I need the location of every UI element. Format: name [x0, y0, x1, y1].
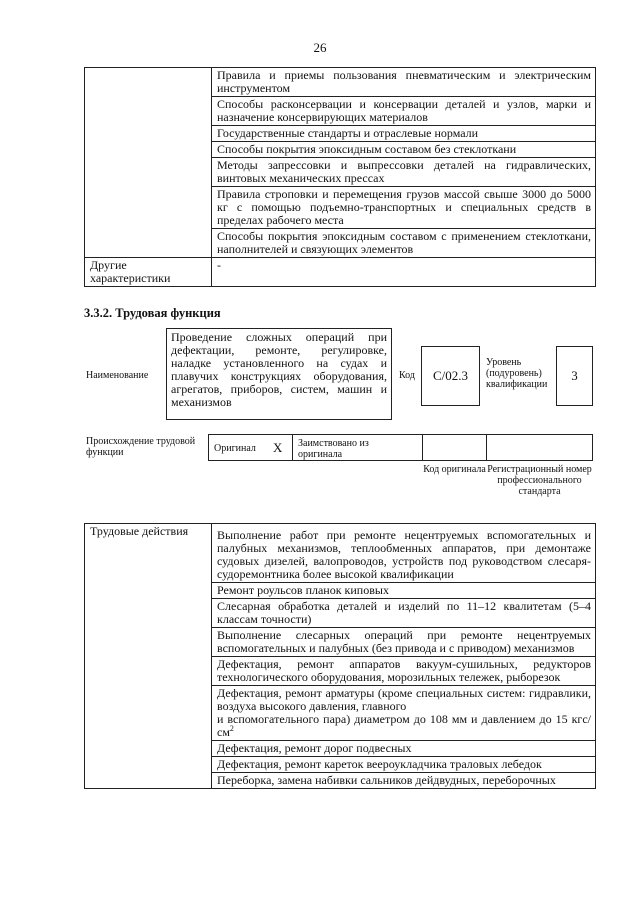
origin-label: Происхождение трудовой функции: [86, 436, 196, 458]
other-characteristics-value: -: [212, 258, 596, 287]
registration-number-box: [486, 434, 593, 461]
original-box: [208, 434, 293, 461]
registration-number-caption: Регистрационный номер профессионального стандарта: [487, 464, 592, 497]
function-name-box: Проведение сложных операций при дефектации, ремонте, регулировке, наладке установленного на судах и плавучих конструкциях оборудования, агрегатов, приборов, систем, машин и механизмов: [166, 328, 392, 420]
original-code-caption: Код оригинала: [423, 464, 486, 475]
labor-action-item: Ремонт роульсов планок киповых: [212, 583, 596, 599]
knowledge-item: Правила и приемы пользования пневматическим и электрическим инструментом: [212, 68, 596, 97]
borrowed-box: [292, 434, 423, 461]
labor-action-item: Дефектация, ремонт аппаратов вакуум-сушильных, редукторов технологического оборудования, морозильных тележек, рыборезок: [212, 657, 596, 686]
labor-actions-table: [84, 523, 596, 789]
knowledge-item: Способы покрытия эпоксидным составом с применением стеклоткани, наполнителей и связующих элементов: [212, 229, 596, 258]
section-title: 3.3.2. Трудовая функция: [84, 306, 221, 320]
other-characteristics-label: Другие характеристики: [85, 258, 212, 287]
original-label: Оригинал: [214, 443, 256, 454]
labor-action-item: Дефектация, ремонт дорог подвесных: [212, 741, 596, 757]
knowledge-item: Государственные стандарты и отраслевые нормали: [212, 126, 596, 142]
labor-actions-label: Трудовые действия: [85, 524, 212, 789]
labor-action-item: Выполнение слесарных операций при ремонте нецентруемых вспомогательных и палубных (без привода и с приводом) механизмов: [212, 628, 596, 657]
original-code-box: [422, 434, 487, 461]
knowledge-item: Способы покрытия эпоксидным составом без стеклоткани: [212, 142, 596, 158]
knowledge-item: Методы запрессовки и выпрессовки деталей на гидравлических, винтовых механических прессах: [212, 158, 596, 187]
original-mark: X: [273, 440, 283, 455]
knowledge-table: [84, 67, 596, 287]
labor-action-line: Дефектация, ремонт арматуры (кроме специальных систем: гидравлики, воздуха высокого давления, главного: [217, 686, 591, 713]
labor-action-item: [212, 686, 596, 741]
table-row: [85, 68, 596, 97]
name-label: Наименование: [86, 370, 149, 381]
table-row: [85, 524, 596, 583]
level-value-box: 3: [556, 346, 593, 406]
code-value-box: C/02.3: [421, 346, 480, 406]
superscript: 2: [229, 724, 234, 733]
table-row: [85, 258, 596, 287]
knowledge-item: Правила строповки и перемещения грузов массой свыше 3000 до 5000 кг с помощью подъемно-транспортных и специальных средств в пределах рабочего места: [212, 187, 596, 229]
labor-action-item: Выполнение работ при ремонте нецентруемых вспомогательных и палубных механизмов, теплообменных аппаратов, при демонтаже судовых дизелей, валопроводов, устройств под руководством слесаря-судоремонтника более высокой квалификации: [212, 524, 596, 583]
level-label: Уровень (подуровень) квалификации: [486, 357, 548, 390]
knowledge-label-cell: [85, 68, 212, 258]
labor-action-line: [217, 713, 591, 739]
labor-action-text: и вспомогательного пара) диаметром до 108 мм и давлением до 15 кгс/см: [217, 712, 591, 739]
borrowed-label: Заимствовано из оригинала: [298, 438, 369, 460]
page-number: 26: [313, 40, 327, 55]
code-label: Код: [399, 370, 415, 381]
labor-action-item: Дефектация, ремонт кареток веероукладчика траловых лебедок: [212, 757, 596, 773]
knowledge-item: Способы расконсервации и консервации деталей и узлов, марки и назначение консервирующих материалов: [212, 97, 596, 126]
labor-action-item: Переборка, замена набивки сальников дейдвудных, переборочных: [212, 773, 596, 789]
labor-action-item: Слесарная обработка деталей и изделий по 11–12 квалитетам (5–4 классам точности): [212, 599, 596, 628]
